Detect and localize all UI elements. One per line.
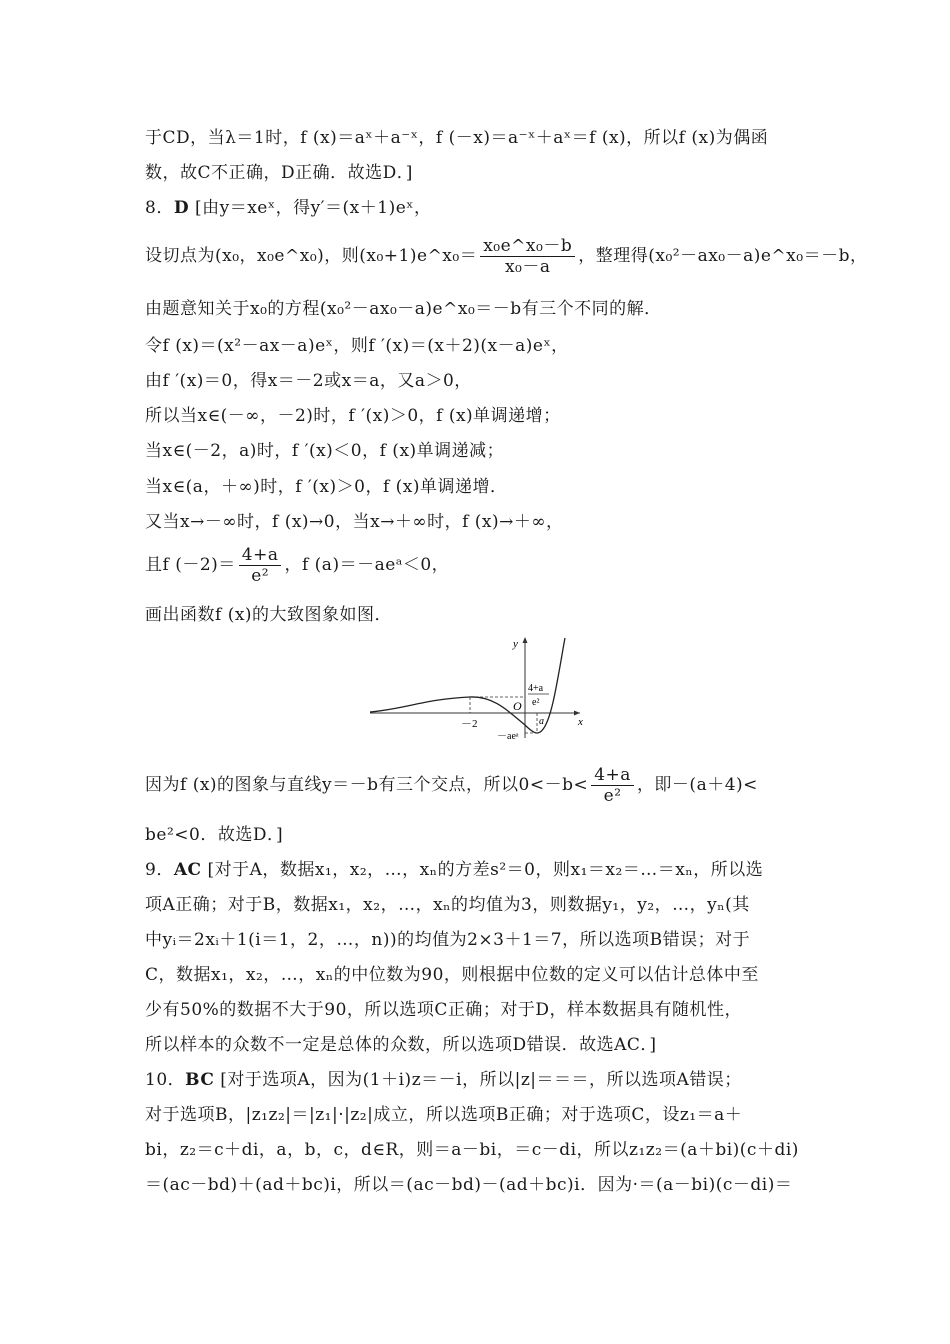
- text-segment: ，f (a)＝－aeᵃ＜0，: [284, 555, 450, 575]
- text-line-1: 于CD，当λ＝1时，f (x)＝aˣ＋a⁻ˣ，f (－x)＝a⁻ˣ＋aˣ＝f (x)，所以f (x)为偶函: [145, 128, 769, 148]
- fraction-numerator: 4+a: [591, 765, 634, 786]
- y-axis-arrow: [523, 637, 528, 643]
- text-line-23: 对于选项B，|z₁z₂|＝|z₁|·|z₂|成立，所以选项B正确；对于选项C，设z₁＝a＋: [145, 1105, 743, 1125]
- answer-choice: AC: [173, 860, 202, 880]
- fraction-numerator: x₀e^x₀－b: [480, 236, 575, 257]
- text-line-9: 当x∈(－2，a)时，f ′(x)＜0，f (x)单调递减；: [145, 441, 505, 461]
- question-number: 10．: [145, 1070, 186, 1090]
- answer-choice: BC: [185, 1070, 215, 1090]
- text-segment: ，即－(a＋4)<: [636, 775, 758, 795]
- fraction-denominator: e²: [251, 566, 270, 586]
- text-line-11: 又当x→－∞时，f (x)→0，当x→＋∞时，f (x)→＋∞，: [145, 512, 564, 532]
- fraction-denominator: e²: [603, 786, 622, 806]
- text-line-15: be²<0．故选D．]: [145, 825, 284, 845]
- answer-9-line: [145, 859, 810, 881]
- text-segment: 且f (－2)＝: [145, 555, 236, 575]
- origin-label: O: [513, 699, 522, 713]
- function-graph: [365, 633, 590, 745]
- answer-8-line: [145, 197, 810, 219]
- answer-10-line: [145, 1069, 810, 1091]
- text-line-8: 所以当x∈(－∞，－2)时，f ′(x)＞0，f (x)单调递增；: [145, 406, 561, 426]
- text-line-25: ＝(ac－bd)＋(ad＋bc)i，所以＝(ac－bd)－(ad＋bc)i．因为·＝(a－bi)(c－di)＝: [145, 1175, 793, 1195]
- text-line-18: 中yᵢ＝2xᵢ＋1(i＝1，2，…，n))的均值为2×3＋1＝7，所以选项B错误；对于: [145, 930, 751, 950]
- y-axis-label: y: [513, 638, 518, 650]
- text-line-14: [145, 762, 810, 808]
- answer-text: [对于选项A，因为(1＋i)z＝－i，所以|z|＝＝＝，所以选项A错误；: [220, 1070, 742, 1090]
- fraction-numerator: 4+a: [239, 545, 282, 566]
- text-line-19: C，数据x₁，x₂，…，xₙ的中位数为90，则根据中位数的定义可以估计总体中至: [145, 965, 759, 985]
- fraction: [480, 236, 575, 277]
- x-axis-label: x: [578, 716, 583, 728]
- text-line-12: [145, 542, 810, 588]
- text-line-20: 少有50%的数据不大于90，所以选项C正确；对于D，样本数据具有随机性，: [145, 1000, 743, 1020]
- answer-text: [对于A，数据x₁，x₂，…，xₙ的方差s²＝0，则x₁＝x₂＝…＝xₙ，所以选: [207, 860, 764, 880]
- fraction-denominator: x₀－a: [504, 257, 551, 277]
- min-value-label: －aeᵃ: [497, 731, 519, 742]
- text-line-13: 画出函数f (x)的大致图象如图．: [145, 605, 393, 625]
- fraction: [239, 545, 282, 586]
- text-segment: 设切点为(x₀，x₀e^x₀)，则(x₀+1)e^x₀＝: [145, 246, 478, 266]
- text-line-5: 由题意知关于x₀的方程(x₀²－ax₀－a)e^x₀＝－b有三个不同的解．: [145, 299, 662, 319]
- question-number: 9．: [145, 860, 174, 880]
- x-axis-arrow: [574, 711, 580, 716]
- text-line-17: 项A正确；对于B，数据x₁，x₂，…，xₙ的均值为3，则数据y₁，y₂，…，yₙ(其: [145, 895, 750, 915]
- text-line-4: [145, 233, 868, 279]
- text-line-6: 令f (x)＝(x²－ax－a)eˣ，则f ′(x)＝(x＋2)(x－a)eˣ，: [145, 336, 569, 356]
- answer-choice: D: [173, 198, 190, 218]
- a-tick-label: a: [539, 716, 544, 727]
- max-label-numerator: 4+a: [528, 683, 544, 694]
- question-number: 8．: [145, 198, 174, 218]
- max-label-denominator: e²: [532, 697, 540, 708]
- text-line-10: 当x∈(a，＋∞)时，f ′(x)＞0，f (x)单调递增．: [145, 477, 508, 497]
- text-segment: 因为f (x)的图象与直线y＝－b有三个交点，所以0<－b<: [145, 775, 589, 795]
- answer-text: [由y＝xeˣ，得y′＝(x＋1)eˣ，: [194, 198, 432, 218]
- text-line-21: 所以样本的众数不一定是总体的众数，所以选项D错误．故选AC．]: [145, 1035, 657, 1055]
- neg2-tick-label: －2: [461, 718, 478, 730]
- text-line-7: 由f ′(x)＝0，得x＝－2或x＝a，又a＞0，: [145, 371, 472, 391]
- text-segment: ，整理得(x₀²－ax₀－a)e^x₀＝－b，: [578, 246, 868, 266]
- text-line-24: bi，z₂＝c＋di，a，b，c，d∈R，则＝a－bi，＝c－di，所以z₁z₂＝(a＋bi)(c＋di): [145, 1140, 799, 1160]
- fraction: [591, 765, 634, 806]
- text-line-2: 数，故C不正确，D正确．故选D．]: [145, 163, 413, 183]
